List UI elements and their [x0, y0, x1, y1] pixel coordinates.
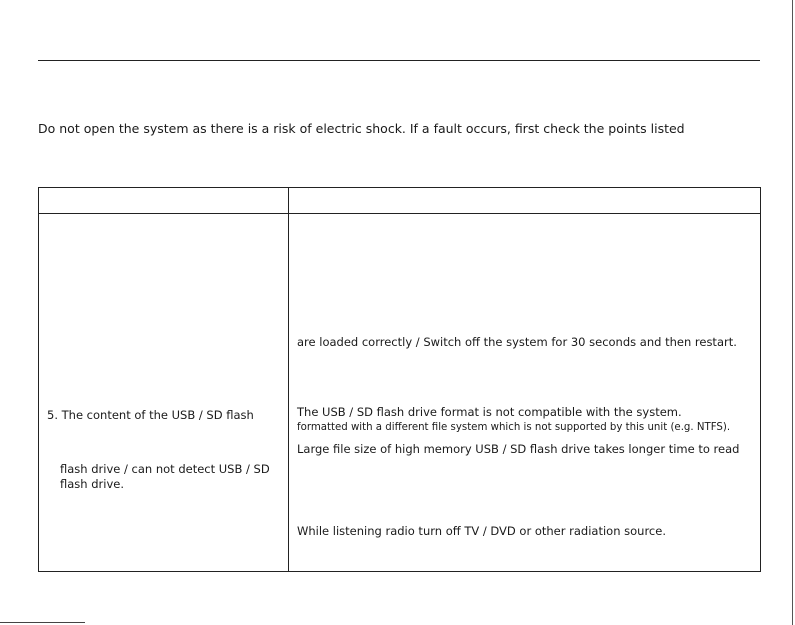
problem-item-5-line-1: 5. The content of the USB / SD flash — [47, 408, 254, 422]
solution-file-size-text: Large file size of high memory USB / SD flash drive takes longer time to read — [297, 442, 740, 456]
problem-item-5-line-3: flash drive. — [60, 477, 124, 491]
solution-format-line-2: formatted with a different file system which is not supported by this unit (e.g. NTFS). — [297, 422, 731, 433]
problem-item-5-line-2: flash drive / can not detect USB / SD — [60, 462, 270, 476]
page-bottom-mark — [0, 622, 85, 623]
page-edge-line — [792, 0, 793, 625]
header-rule — [38, 60, 760, 61]
troubleshooting-table — [38, 187, 761, 572]
solution-format-line-1: The USB / SD flash drive format is not compatible with the system. — [297, 405, 682, 419]
solution-restart-text: are loaded correctly / Switch off the system for 30 seconds and then restart. — [297, 335, 737, 349]
table-header-divider — [39, 213, 760, 214]
intro-paragraph: Do not open the system as there is a risk of electric shock. If a fault occurs, first check the points listed — [38, 121, 685, 136]
table-column-divider — [288, 188, 289, 571]
solution-radio-text: While listening radio turn off TV / DVD or other radiation source. — [297, 524, 666, 538]
